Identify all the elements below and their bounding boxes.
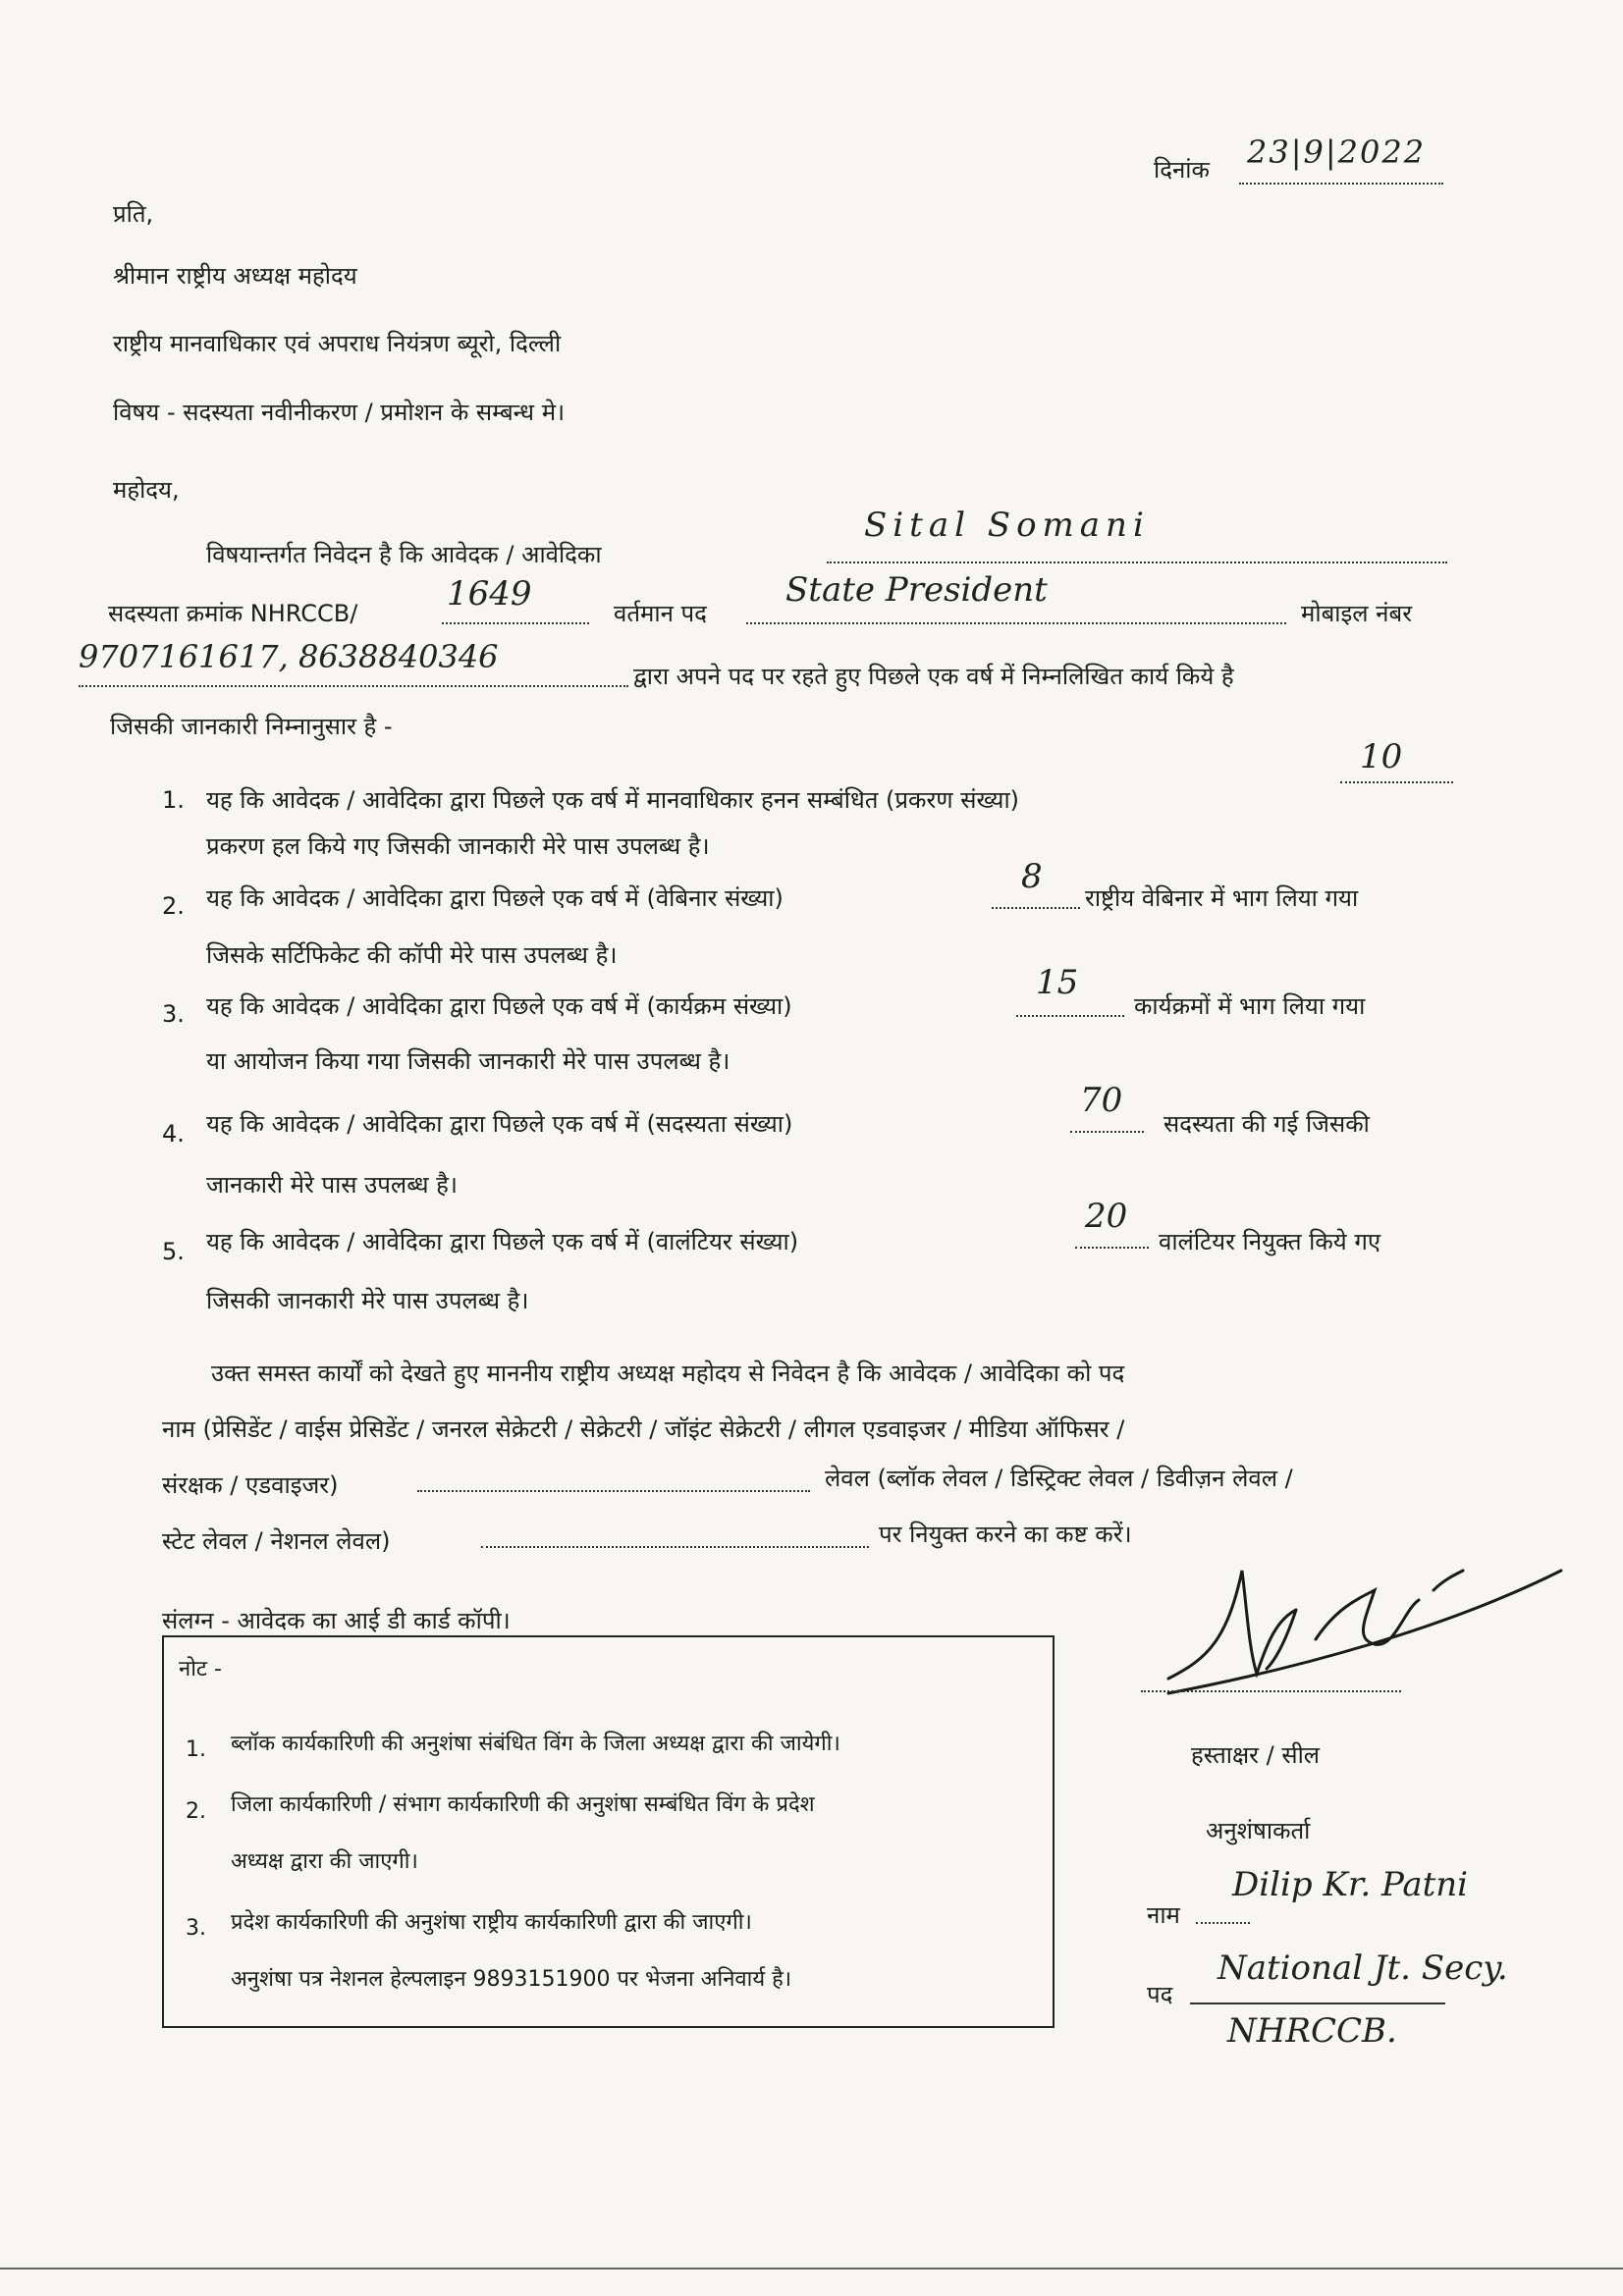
membership-label: सदस्यता क्रमांक NHRCCB/: [108, 600, 358, 627]
note-title: नोट -: [179, 1657, 222, 1682]
post-line: [746, 622, 1286, 624]
item-2-value: 8: [1021, 857, 1043, 896]
recommender-post: National Jt. Secy.: [1217, 1949, 1508, 1988]
recommender-name-label: नाम: [1147, 1901, 1180, 1929]
mobile-label: मोबाइल नंबर: [1301, 600, 1413, 627]
item-5-value: 20: [1085, 1197, 1128, 1236]
item-3-line: [1016, 1015, 1124, 1017]
addressee: श्रीमान राष्ट्रीय अध्यक्ष महोदय: [113, 262, 357, 290]
request-line4-prefix: स्टेट लेवल / नेशनल लेवल): [162, 1527, 391, 1555]
note-3-num: 3.: [186, 1916, 206, 1941]
note-2-text2: अध्यक्ष द्वारा की जाएगी।: [231, 1849, 418, 1874]
item-4-after: सदस्यता की गई जिसकी: [1163, 1110, 1370, 1138]
intro-prefix: विषयान्तर्गत निवेदन है कि आवेदक / आवेदिका: [206, 541, 602, 568]
item-4-value: 70: [1080, 1081, 1123, 1120]
request-line4-blank: [481, 1546, 869, 1548]
request-line4-suffix: पर नियुक्त करने का कष्ट करें।: [879, 1521, 1132, 1548]
item-1-text: यह कि आवेदक / आवेदिका द्वारा पिछले एक वर्ष में मानवाधिकार हनन सम्बंधित (प्रकरण संख्या): [206, 786, 1020, 814]
item-4-line2: जानकारी मेरे पास उपलब्ध है।: [206, 1171, 458, 1199]
request-line2: नाम (प्रेसिडेंट / वाईस प्रेसिडेंट / जनरल सेक्रेटरी / सेक्रेटरी / जॉइंट सेक्रेटरी / लीगल एडवाइजर / मीडिया ऑफिसर /: [162, 1415, 1125, 1443]
request-line1: उक्त समस्त कार्यों को देखते हुए माननीय राष्ट्रीय अध्यक्ष महोदय से निवेदन है कि आवेदक / आवेदिका को पद: [211, 1360, 1125, 1387]
item-4-text: यह कि आवेदक / आवेदिका द्वारा पिछले एक वर्ष में (सदस्यता संख्या): [206, 1110, 793, 1138]
note-2-num: 2.: [186, 1799, 206, 1824]
post-label: वर्तमान पद: [614, 600, 707, 627]
item-2-line2: जिसके सर्टिफिकेट की कॉपी मेरे पास उपलब्ध है।: [206, 941, 618, 969]
item-4-num: 4.: [162, 1120, 185, 1148]
recommender-name-line: [1196, 1922, 1250, 1924]
note-box: [162, 1635, 1055, 2028]
item-2-line: [992, 907, 1080, 909]
attachment-line: संलग्न - आवेदक का आई डी कार्ड कॉपी।: [162, 1607, 511, 1634]
salutation: महोदय,: [113, 476, 180, 504]
note-1-text: ब्लॉक कार्यकारिणी की अनुशंषा संबंधित विंग के जिला अध्यक्ष द्वारा की जायेगी।: [231, 1732, 840, 1756]
item-5-text: यह कि आवेदक / आवेदिका द्वारा पिछले एक वर्ष में (वालंटियर संख्या): [206, 1228, 799, 1255]
request-line3-prefix: संरक्षक / एडवाइजर): [162, 1471, 339, 1499]
item-1-line2: प्रकरण हल किये गए जिसकी जानकारी मेरे पास उपलब्ध है।: [206, 832, 710, 860]
item-2-num: 2.: [162, 892, 185, 920]
item-3-value: 15: [1036, 963, 1079, 1002]
item-2-after: राष्ट्रीय वेबिनार में भाग लिया गया: [1085, 884, 1359, 912]
organization: राष्ट्रीय मानवाधिकार एवं अपराध नियंत्रण ब्यूरो, दिल्ली: [113, 330, 562, 357]
item-3-after: कार्यक्रमों में भाग लिया गया: [1134, 992, 1366, 1020]
signature-line: [1141, 1690, 1401, 1692]
membership-line: [442, 622, 589, 624]
note-3-text: प्रदेश कार्यकारिणी की अनुशंषा राष्ट्रीय कार्यकारिणी द्वारा की जाएगी।: [231, 1910, 752, 1935]
mobile-numbers: 9707161617, 8638840346: [79, 638, 499, 675]
item-5-num: 5.: [162, 1238, 185, 1265]
item-2-text: यह कि आवेदक / आवेदिका द्वारा पिछले एक वर्ष में (वेबिनार संख्या): [206, 884, 784, 912]
seal-label: हस्ताक्षर / सील: [1191, 1741, 1321, 1769]
membership-number: 1649: [447, 574, 532, 614]
item-3-line2: या आयोजन किया गया जिसकी जानकारी मेरे पास उपलब्ध है।: [206, 1047, 730, 1075]
note-2-text: जिला कार्यकारिणी / संभाग कार्यकारिणी की अनुशंषा सम्बंधित विंग के प्रदेश: [231, 1792, 815, 1817]
mobile-line: [79, 685, 628, 687]
to-line: प्रति,: [113, 200, 154, 228]
item-5-line2: जिसकी जानकारी मेरे पास उपलब्ध है।: [206, 1287, 529, 1314]
applicant-name-line: [827, 561, 1447, 563]
date-value: 23|9|2022: [1247, 133, 1427, 171]
recommender-org: NHRCCB.: [1227, 2011, 1397, 2051]
recommender-label: अनुशंषाकर्ता: [1206, 1817, 1311, 1844]
item-3-num: 3.: [162, 1000, 185, 1028]
applicant-name: Sital Somani: [864, 506, 1150, 545]
item-1-value: 10: [1360, 737, 1403, 776]
recommender-post-label: पद: [1147, 1981, 1173, 2008]
date-label: दिनांक: [1154, 156, 1210, 184]
item-1-num: 1.: [162, 786, 185, 814]
item-4-line: [1070, 1131, 1144, 1133]
subject: विषय - सदस्यता नवीनीकरण / प्रमोशन के सम्बन्ध मे।: [113, 399, 566, 426]
page-bottom-edge: [0, 2268, 1623, 2269]
item-1-line: [1340, 781, 1453, 783]
signature-scribble: [1149, 1551, 1571, 1718]
request-line3-blank: [417, 1490, 810, 1492]
note-1-num: 1.: [186, 1737, 206, 1762]
item-5-line: [1075, 1247, 1149, 1249]
recommender-post-line: [1190, 2002, 1445, 2004]
request-line3-suffix: लेवल (ब्लॉक लेवल / डिस्ट्रिक्ट लेवल / डिवीज़न लेवल /: [825, 1465, 1293, 1492]
item-5-after: वालंटियर नियुक्त किये गए: [1159, 1228, 1381, 1255]
note-3-text2: अनुशंषा पत्र नेशनल हेल्पलाइन 9893151900 पर भेजना अनिवार्य है।: [231, 1967, 792, 1992]
current-post: State President: [785, 570, 1048, 610]
intro-line4: जिसकी जानकारी निम्नानुसार है -: [110, 713, 393, 740]
recommender-name: Dilip Kr. Patni: [1232, 1865, 1469, 1904]
intro-line3: द्वारा अपने पद पर रहते हुए पिछले एक वर्ष में निम्नलिखित कार्य किये है: [633, 663, 1234, 690]
date-underline: [1239, 183, 1443, 185]
item-3-text: यह कि आवेदक / आवेदिका द्वारा पिछले एक वर्ष में (कार्यक्रम संख्या): [206, 992, 792, 1020]
